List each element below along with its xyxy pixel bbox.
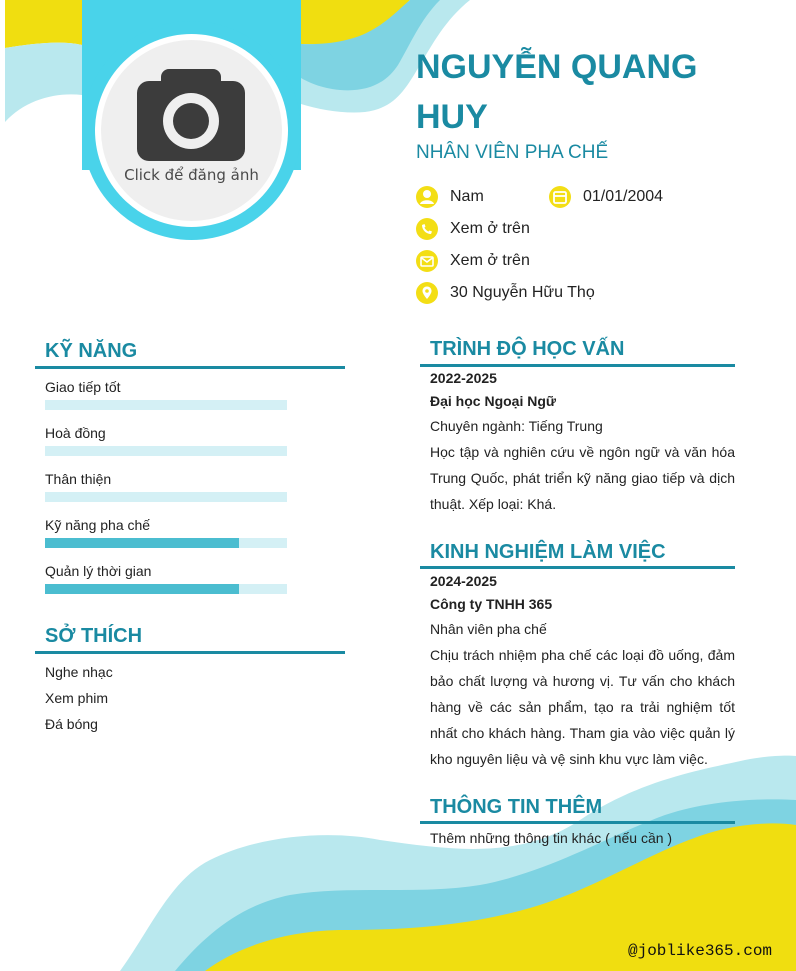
skills-heading: KỸ NĂNG (45, 340, 138, 362)
info-phone (416, 218, 530, 240)
skill-bar-fill (45, 538, 239, 548)
experience-position: Nhân viên pha chế (430, 621, 547, 637)
skill-bar (45, 446, 287, 456)
experience-period: 2024-2025 (430, 573, 497, 589)
experience-divider (420, 566, 735, 569)
education-divider (420, 364, 735, 367)
phone-value: Xem ở trên (450, 220, 530, 237)
education-period: 2022-2025 (430, 370, 497, 386)
education-description: Học tập và nghiên cứu về ngôn ngữ và văn hóa Trung Quốc, phát triển kỹ năng giao tiếp và dịch thuật. Xếp loại: Khá. (430, 444, 735, 512)
top-wave-yellow (5, 0, 82, 48)
skills-divider (35, 366, 345, 369)
skill-bar (45, 538, 287, 548)
photo-upload-label: Click để đăng ảnh (124, 166, 259, 184)
camera-icon (137, 67, 245, 161)
footer-handle: @joblike365.com (628, 942, 773, 960)
address-value: 30 Nguyễn Hữu Thọ (450, 284, 595, 301)
hobby-item: Xem phim (45, 690, 109, 706)
experience-description: Chịu trách nhiệm pha chế các loại đồ uống, đảm bảo chất lượng và hương vị. Tư vấn cho khách hàng về các sản phẩm, tạo ra trải nghiệm tốt nhất cho khách hàng. Tham gia vào việc quản lý kho nguyên liệu và vệ sinh khu vực làm việc. (430, 647, 735, 767)
info-gender (416, 186, 484, 208)
education-school: Đại học Ngoại Ngữ (430, 393, 557, 409)
additional-divider (420, 821, 735, 824)
job-title: NHÂN VIÊN PHA CHẾ (416, 142, 609, 163)
top-wave-light (5, 43, 82, 122)
skill-label: Giao tiếp tốt (45, 379, 121, 395)
skill-bar (45, 584, 287, 594)
calendar-icon (549, 186, 571, 208)
skill-bar-fill (45, 584, 239, 594)
phone-icon (416, 218, 438, 240)
hobbies-heading: SỞ THÍCH (45, 625, 143, 647)
education-major: Chuyên ngành: Tiếng Trung (430, 418, 603, 434)
skill-bar (45, 492, 287, 502)
hobby-item: Nghe nhạc (45, 664, 113, 680)
info-email (416, 250, 530, 272)
additional-text: Thêm những thông tin khác ( nếu cần ) (430, 830, 673, 846)
education-heading: TRÌNH ĐỘ HỌC VẤN (430, 338, 625, 360)
skill-label: Hoà đồng (45, 425, 106, 441)
person-icon (416, 186, 438, 208)
gender-value: Nam (450, 188, 484, 205)
birthday-value: 01/01/2004 (583, 188, 664, 205)
skill-label: Thân thiện (45, 471, 112, 487)
skill-label: Quản lý thời gian (45, 563, 152, 579)
email-value: Xem ở trên (450, 252, 530, 269)
location-pin-icon (416, 282, 438, 304)
additional-heading: THÔNG TIN THÊM (430, 796, 603, 818)
info-birthday (549, 186, 663, 208)
candidate-name: NGUYỄN QUANG HUY (416, 48, 698, 136)
skill-label: Kỹ năng pha chế (45, 517, 151, 533)
experience-company: Công ty TNHH 365 (430, 596, 553, 612)
photo-upload[interactable] (101, 40, 282, 221)
hobby-item: Đá bóng (45, 716, 98, 732)
experience-heading: KINH NGHIỆM LÀM VIỆC (430, 541, 666, 563)
skill-bar (45, 400, 287, 410)
mail-icon (416, 250, 438, 272)
hobbies-divider (35, 651, 345, 654)
info-address (416, 282, 595, 304)
